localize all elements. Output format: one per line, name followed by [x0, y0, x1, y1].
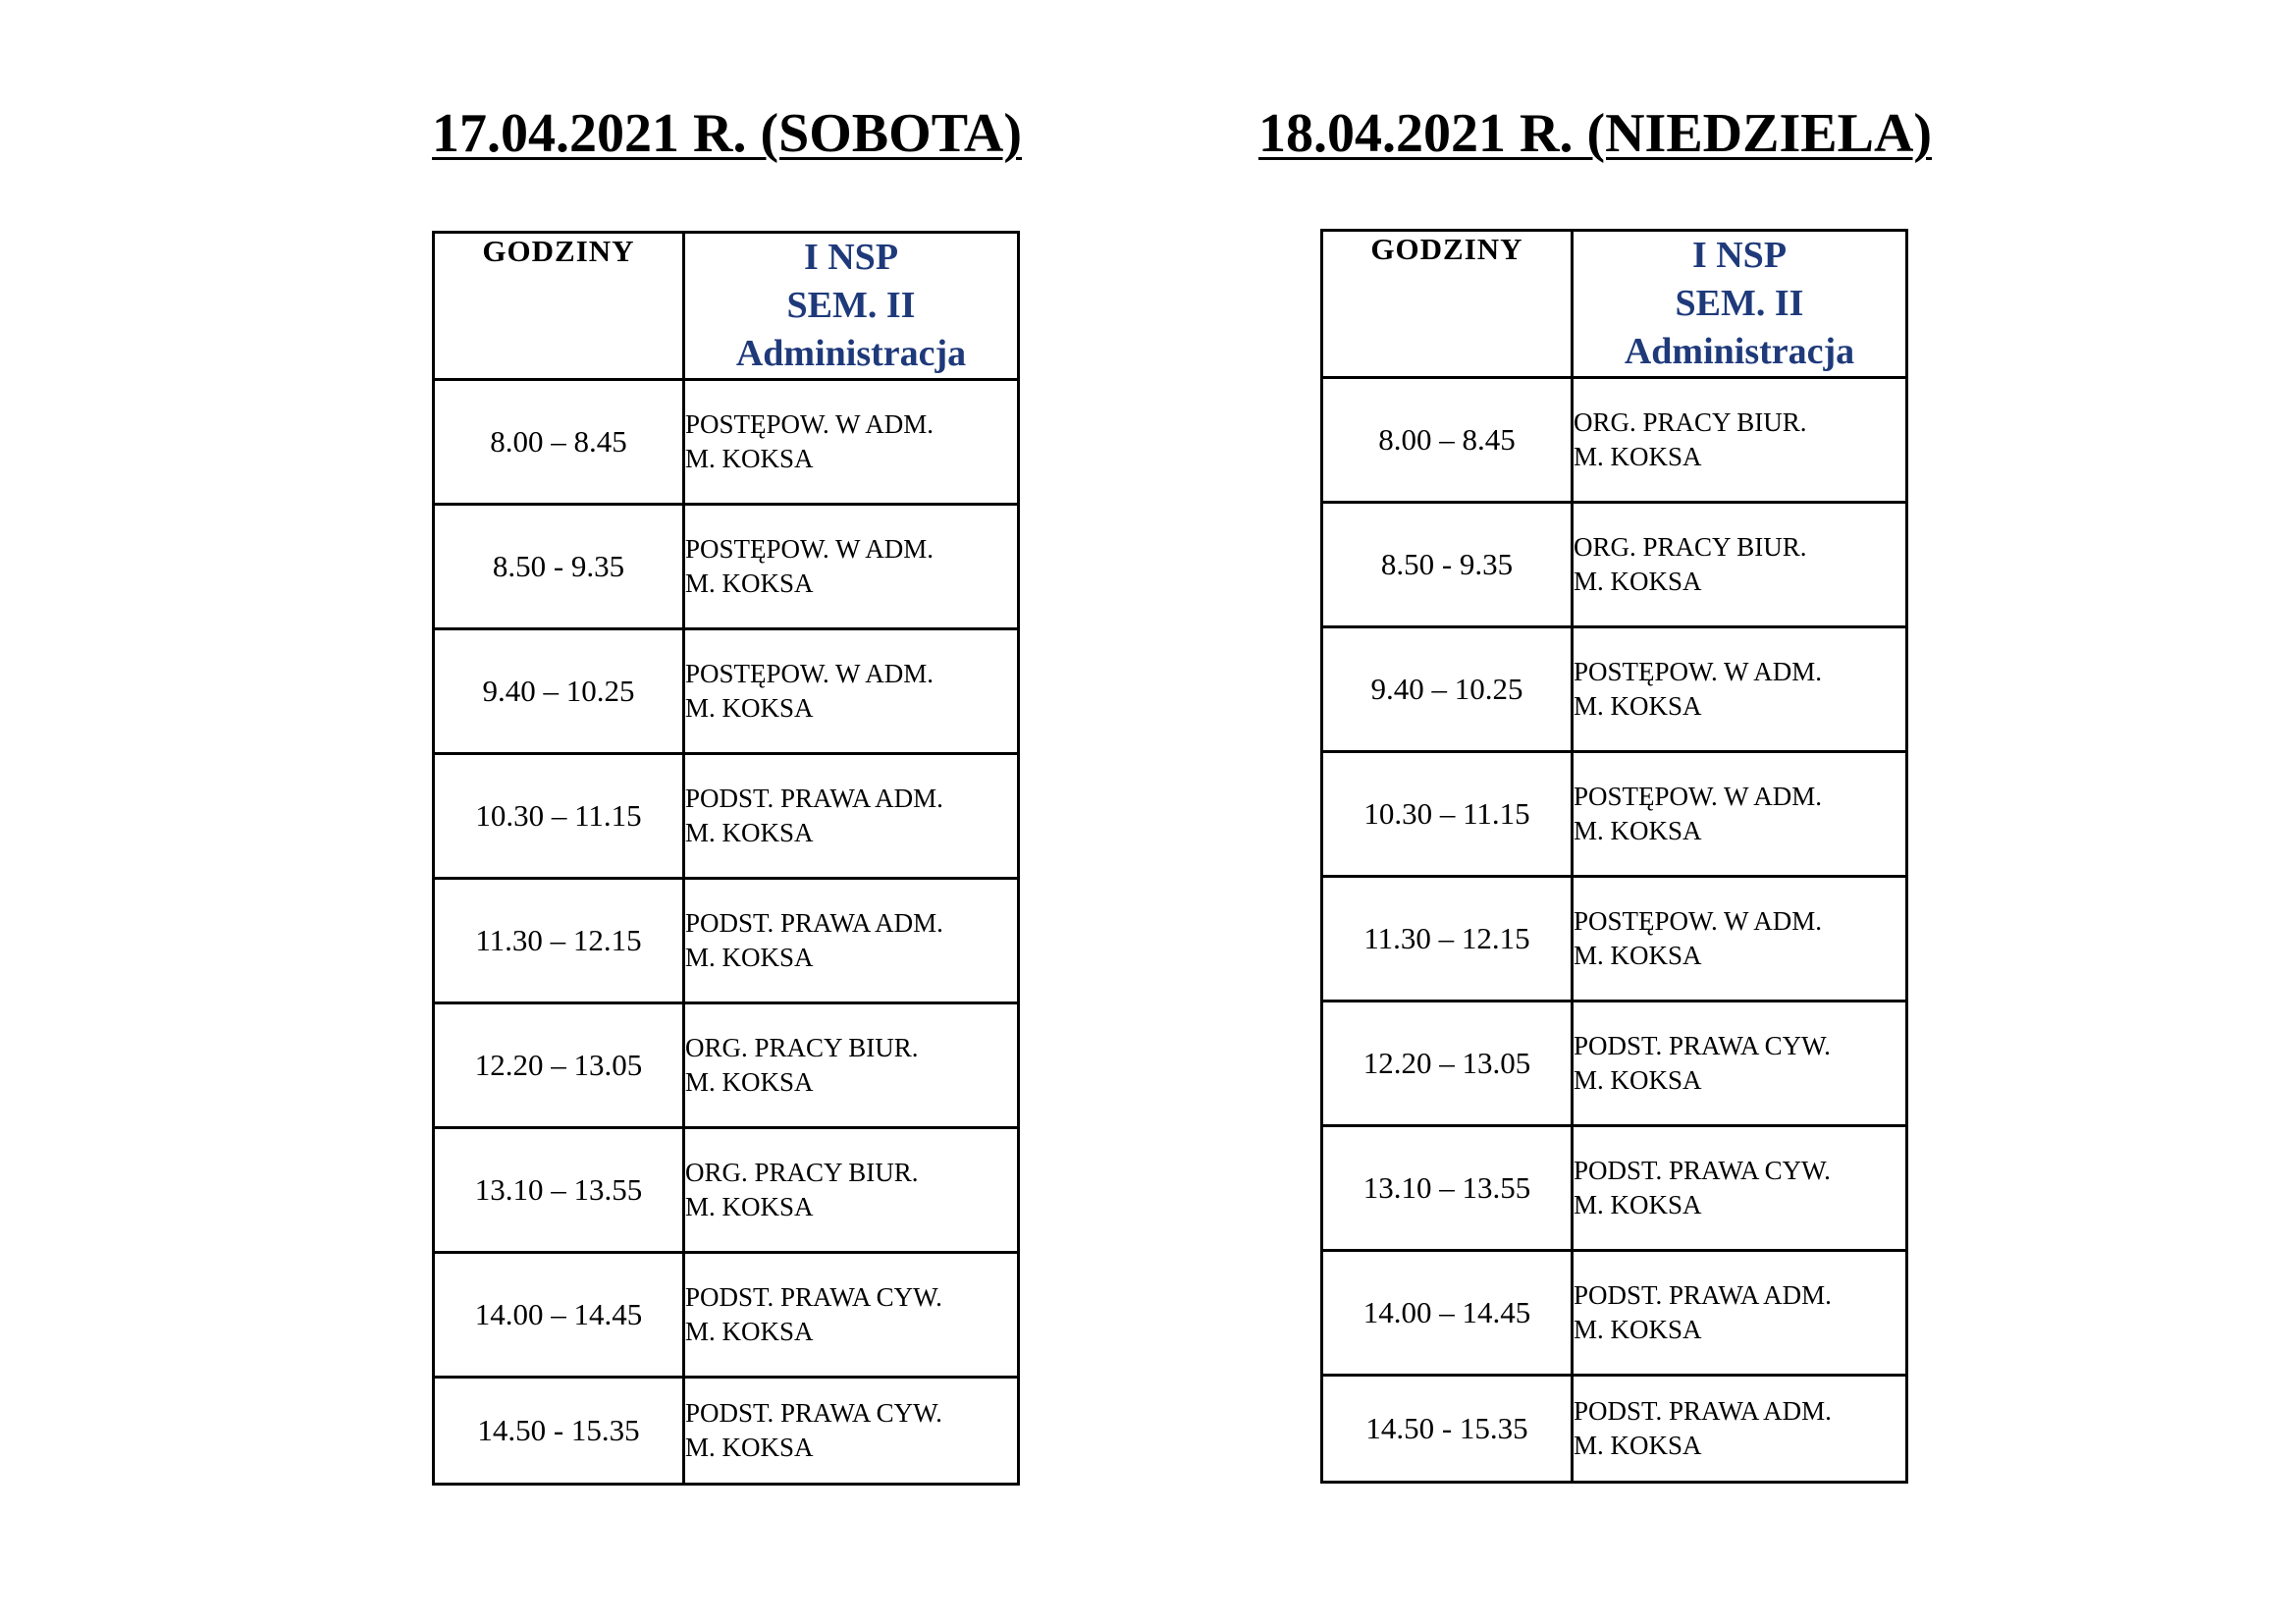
table-row [434, 629, 1019, 754]
lesson-cell [1573, 1376, 1907, 1483]
teacher-label: M. KOKSA [1574, 442, 1702, 471]
table-row [1322, 1126, 1907, 1251]
subject-label: PODST. PRAWA ADM. [685, 784, 943, 813]
teacher-label: M. KOKSA [1574, 816, 1702, 845]
lesson-cell [684, 1378, 1019, 1485]
table-row [434, 754, 1019, 879]
table-row [1322, 752, 1907, 877]
subject-label: PODST. PRAWA CYW. [685, 1398, 942, 1428]
day-title-sunday: 18.04.2021 R. (NIEDZIELA) [1258, 103, 1933, 164]
teacher-label: M. KOKSA [685, 818, 814, 847]
lesson-cell [684, 380, 1019, 505]
hours-cell: 8.50 - 9.35 [1322, 503, 1573, 627]
table-row [434, 1128, 1019, 1253]
teacher-label: M. KOKSA [685, 444, 814, 473]
hours-cell: 14.00 – 14.45 [434, 1253, 684, 1378]
teacher-label: M. KOKSA [685, 1067, 814, 1097]
teacher-label: M. KOKSA [685, 1192, 814, 1221]
lesson-cell [684, 1128, 1019, 1253]
lesson-cell [1573, 877, 1907, 1001]
semester-label: SEM. II [786, 285, 916, 326]
hours-cell: 11.30 – 12.15 [1322, 877, 1573, 1001]
table-row [434, 1253, 1019, 1378]
subject-label: POSTĘPOW. W ADM. [685, 659, 934, 688]
teacher-label: M. KOKSA [1574, 1431, 1702, 1460]
table-row [1322, 503, 1907, 627]
teacher-label: M. KOKSA [1574, 1315, 1702, 1344]
lesson-cell [684, 754, 1019, 879]
hours-cell: 14.00 – 14.45 [1322, 1251, 1573, 1376]
table-row [1322, 1251, 1907, 1376]
group-column-header [684, 233, 1019, 380]
table-row [1322, 877, 1907, 1001]
hours-cell: 8.00 – 8.45 [1322, 378, 1573, 503]
lesson-cell [684, 1253, 1019, 1378]
hours-cell: 13.10 – 13.55 [1322, 1126, 1573, 1251]
table-row [1322, 627, 1907, 752]
hours-cell: 12.20 – 13.05 [434, 1003, 684, 1128]
group-column-header [1573, 231, 1907, 378]
teacher-label: M. KOKSA [685, 1433, 814, 1462]
hours-cell: 9.40 – 10.25 [434, 629, 684, 754]
subject-label: PODST. PRAWA CYW. [685, 1282, 942, 1312]
subject-label: ORG. PRACY BIUR. [1574, 532, 1807, 562]
subject-label: POSTĘPOW. W ADM. [685, 409, 934, 439]
subject-label: POSTĘPOW. W ADM. [1574, 782, 1823, 811]
lesson-cell [1573, 752, 1907, 877]
subject-label: ORG. PRACY BIUR. [685, 1158, 919, 1187]
teacher-label: M. KOKSA [1574, 941, 1702, 970]
table-row [434, 1378, 1019, 1485]
teacher-label: M. KOKSA [1574, 1190, 1702, 1219]
lesson-cell [1573, 627, 1907, 752]
hours-cell: 8.50 - 9.35 [434, 505, 684, 629]
table-row [434, 879, 1019, 1003]
lesson-cell [684, 505, 1019, 629]
subject-label: POSTĘPOW. W ADM. [685, 534, 934, 564]
table-row [434, 1003, 1019, 1128]
hours-cell: 10.30 – 11.15 [434, 754, 684, 879]
table-header-row [1322, 231, 1907, 378]
lesson-cell [1573, 503, 1907, 627]
lesson-cell [1573, 1126, 1907, 1251]
schedule-table-saturday [432, 231, 1020, 1486]
teacher-label: M. KOKSA [685, 568, 814, 598]
teacher-label: M. KOKSA [1574, 1065, 1702, 1095]
subject-label: POSTĘPOW. W ADM. [1574, 657, 1823, 686]
hours-cell: 14.50 - 15.35 [434, 1378, 684, 1485]
day-title-saturday: 17.04.2021 R. (SOBOTA) [432, 103, 1022, 164]
subject-label: ORG. PRACY BIUR. [685, 1033, 919, 1062]
semester-label: SEM. II [1675, 283, 1804, 324]
lesson-cell [684, 879, 1019, 1003]
teacher-label: M. KOKSA [1574, 567, 1702, 596]
subject-label: ORG. PRACY BIUR. [1574, 407, 1807, 437]
group-name: I NSP [1691, 235, 1788, 276]
teacher-label: M. KOKSA [685, 1317, 814, 1346]
lesson-cell [684, 629, 1019, 754]
lesson-cell [684, 1003, 1019, 1128]
table-row [1322, 1376, 1907, 1483]
field-of-study: Administracja [735, 333, 967, 374]
lesson-cell [1573, 1251, 1907, 1376]
lesson-cell [1573, 378, 1907, 503]
hours-cell: 14.50 - 15.35 [1322, 1376, 1573, 1483]
hours-cell: 13.10 – 13.55 [434, 1128, 684, 1253]
table-row [434, 505, 1019, 629]
subject-label: PODST. PRAWA ADM. [1574, 1396, 1832, 1426]
hours-cell: 12.20 – 13.05 [1322, 1001, 1573, 1126]
subject-label: PODST. PRAWA CYW. [1574, 1156, 1831, 1185]
lesson-cell [1573, 1001, 1907, 1126]
subject-label: PODST. PRAWA ADM. [1574, 1280, 1832, 1310]
hours-column-header: GODZINY [434, 233, 684, 380]
hours-column-header: GODZINY [1322, 231, 1573, 378]
group-name: I NSP [803, 237, 899, 278]
hours-cell: 8.00 – 8.45 [434, 380, 684, 505]
teacher-label: M. KOKSA [685, 943, 814, 972]
hours-cell: 10.30 – 11.15 [1322, 752, 1573, 877]
table-row [434, 380, 1019, 505]
table-header-row [434, 233, 1019, 380]
schedule-table-sunday [1320, 229, 1908, 1484]
teacher-label: M. KOKSA [1574, 691, 1702, 721]
hours-cell: 11.30 – 12.15 [434, 879, 684, 1003]
table-row [1322, 1001, 1907, 1126]
teacher-label: M. KOKSA [685, 693, 814, 723]
field-of-study: Administracja [1624, 331, 1855, 372]
table-row [1322, 378, 1907, 503]
subject-label: PODST. PRAWA CYW. [1574, 1031, 1831, 1060]
hours-cell: 9.40 – 10.25 [1322, 627, 1573, 752]
subject-label: PODST. PRAWA ADM. [685, 908, 943, 938]
subject-label: POSTĘPOW. W ADM. [1574, 906, 1823, 936]
